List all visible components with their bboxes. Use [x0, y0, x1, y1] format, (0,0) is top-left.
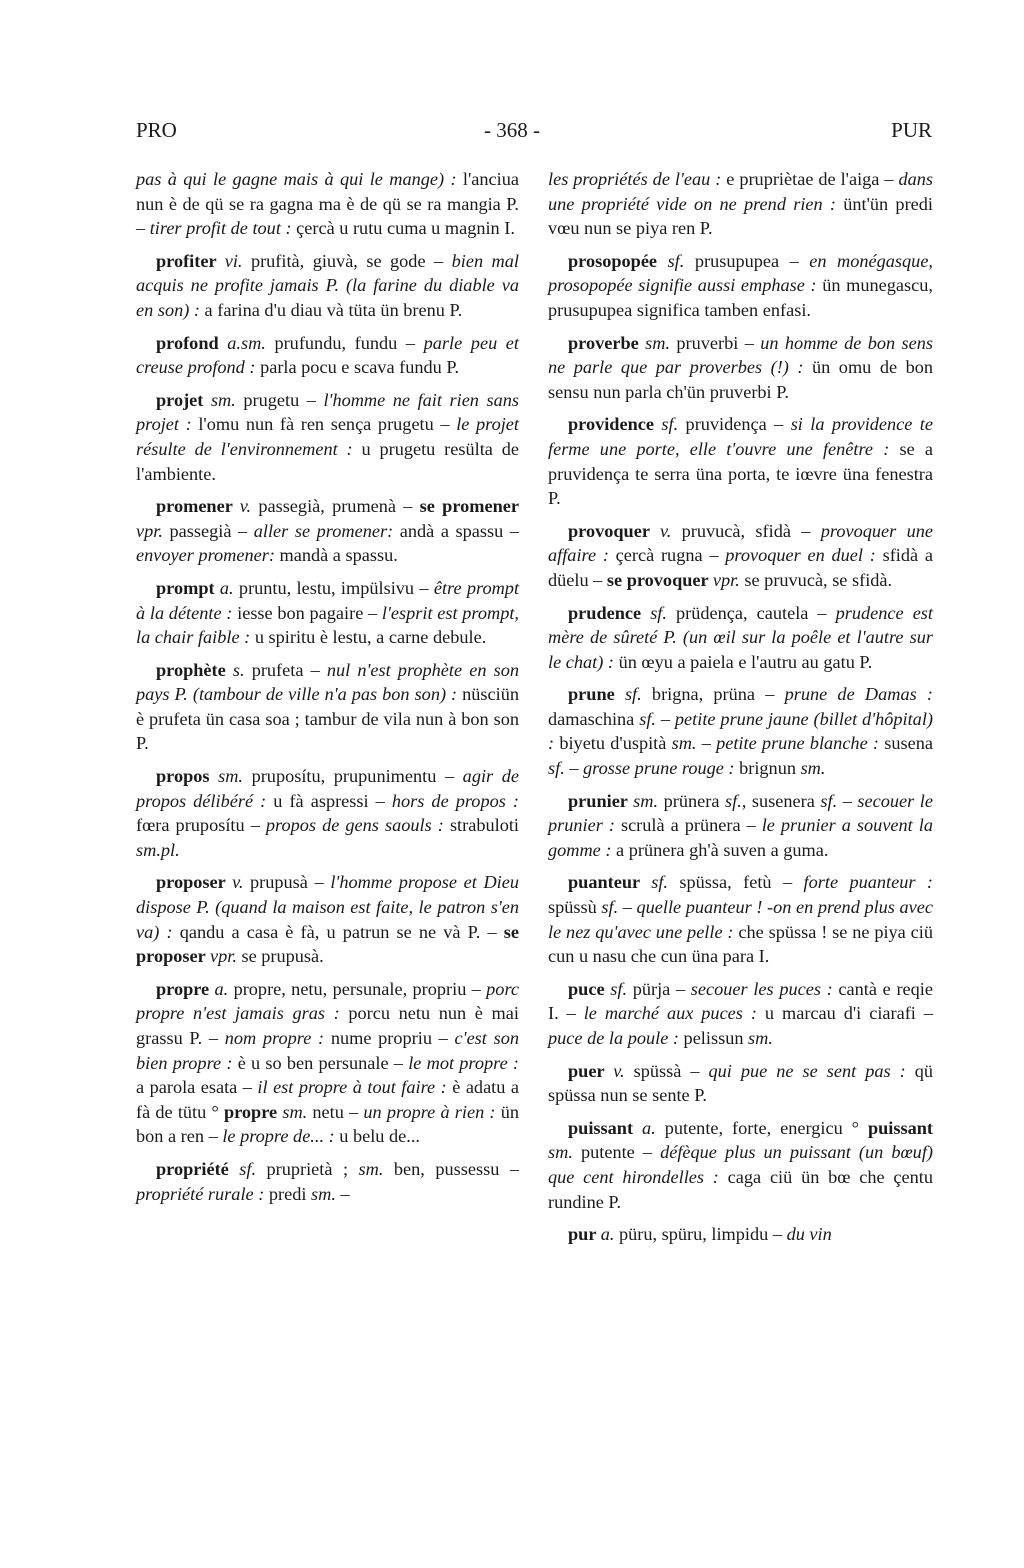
italic-text: un homme de bon sens ne parle que par proverbes (!) : — [548, 332, 934, 378]
italic-text: sf. — [624, 684, 652, 705]
headword: prosopopée — [568, 250, 668, 271]
headword: projet — [156, 389, 211, 410]
italic-text: a. — [600, 1224, 619, 1245]
headword: prophète — [156, 659, 233, 680]
translation-text: prugetu – — [243, 389, 324, 410]
italic-text: v. — [239, 496, 259, 517]
headword: puissant — [867, 1117, 934, 1138]
page-number: - 368 - — [484, 118, 540, 142]
translation-text: netu – — [312, 1101, 364, 1122]
headword: puer — [568, 1060, 614, 1081]
column-left — [136, 167, 519, 1214]
dictionary-entry — [136, 249, 519, 323]
headword: propos — [156, 766, 219, 787]
italic-text: le projet résulte de l'environnement : — [136, 414, 519, 459]
translation-text: a farina d'u diau và tüta ün brenu P. — [204, 299, 463, 320]
translation-text: prufeta – — [251, 659, 327, 680]
italic-text: il est propre à tout faire : — [257, 1077, 453, 1098]
translation-text: pruntu, lestu, impülsivu – — [238, 577, 434, 598]
translation-text: ben, pussessu – — [393, 1158, 519, 1179]
italic-text: v. — [659, 520, 682, 541]
headword: profond — [156, 332, 228, 353]
italic-text: sf. – petite prune jaune (billet d'hôpital) : — [548, 708, 933, 754]
translation-text: pürja – — [632, 978, 691, 999]
headword: se proposer — [136, 921, 519, 967]
italic-text: sm. — [548, 1142, 581, 1163]
translation-text: u belu de... — [339, 1126, 420, 1147]
headword: se provoquer — [606, 569, 713, 590]
translation-text: nume propriu – — [330, 1028, 455, 1048]
translation-text: pelissun — [683, 1028, 749, 1048]
translation-text: a prünera gh'à suven a guma. — [616, 839, 829, 860]
italic-text: sf. — [239, 1158, 267, 1179]
translation-text: prupusà – — [250, 872, 331, 893]
translation-text: fœra pruposítu – — [136, 815, 266, 836]
italic-text: le mot propre : — [408, 1052, 520, 1073]
headword: providence — [568, 414, 662, 435]
translation-text: pruverbi – — [676, 332, 761, 353]
translation-text: brigna, prüna – — [651, 684, 785, 705]
italic-text: les propriétés de l'eau : — [548, 169, 727, 189]
translation-text: püru, spüru, limpidu – — [618, 1224, 787, 1245]
translation-text: – — [340, 1183, 350, 1204]
italic-text: sf. — [610, 978, 633, 999]
italic-text: sf. — [651, 872, 680, 893]
italic-text: vpr. — [136, 520, 170, 541]
italic-text: le propre de... : — [222, 1126, 340, 1147]
dictionary-entry — [548, 682, 933, 780]
italic-text: bien mal acquis ne profite jamais P. (la farine du diable va en son) : — [136, 250, 519, 320]
translation-text: ün œyu a paiela e l'autru au gatu P. — [618, 651, 873, 672]
italic-text: sm. — [800, 758, 826, 779]
running-header — [0, 118, 1024, 148]
italic-text: sf. – secouer le prunier : — [548, 790, 933, 836]
italic-text: sm. — [748, 1028, 773, 1048]
headword: pur — [568, 1224, 601, 1245]
dictionary-entry — [136, 576, 519, 650]
italic-text: l'esprit est prompt, la chair faible : — [136, 602, 519, 648]
translation-text: caga ciü ün bœ che çentu rundine P. — [548, 1166, 934, 1212]
translation-text: putente – — [580, 1142, 661, 1163]
italic-text: puce de la poule : — [548, 1028, 684, 1048]
headword: proverbe — [568, 332, 646, 353]
dictionary-entry — [136, 870, 519, 968]
dictionary-entry — [548, 249, 933, 323]
italic-text: sf. — [661, 414, 686, 435]
translation-text: iesse bon pagaire – — [237, 602, 382, 623]
translation-text: pruvucà, sfidà – — [681, 520, 821, 541]
translation-text: u fà aspressi – — [273, 790, 392, 811]
translation-text: propre, netu, persunale, propriu – — [233, 978, 487, 999]
headword: se promener — [419, 496, 519, 517]
dictionary-entry — [548, 601, 933, 675]
italic-text: sm.pl. — [136, 839, 180, 860]
italic-text: sf., — [725, 790, 752, 811]
italic-text: défèque plus un puissant (un bœuf) que cent hirondelles : — [548, 1142, 933, 1187]
italic-text: nul n'est prophète en son pays P. (tambour de ville n'a pas bon son) : — [136, 659, 520, 705]
dictionary-entry — [548, 977, 933, 1051]
translation-text: u marcau d'i ciarafi – — [764, 1003, 933, 1024]
translation-text: ün bon a ren – — [136, 1101, 519, 1147]
translation-text: spüssa, fetù – — [679, 872, 804, 893]
italic-text: forte puanteur : — [803, 872, 933, 893]
translation-text: prüdença, cautela – — [676, 602, 836, 623]
translation-text: sfidà a düelu – — [548, 545, 933, 590]
italic-text: sm. — [633, 790, 664, 811]
translation-text: scrulà a prünera – — [620, 815, 762, 836]
italic-text: sm. — [311, 1183, 341, 1204]
translation-text: cantà e reqie I. – — [548, 978, 933, 1024]
dictionary-entry — [548, 789, 933, 863]
translation-text: parla pocu e scava fundu P. — [260, 357, 460, 378]
header-guide-word-last: PUR — [891, 118, 932, 142]
dictionary-entry — [548, 412, 933, 510]
dictionary-entry — [136, 764, 519, 862]
translation-text: spüssà – — [633, 1060, 709, 1081]
italic-text: sm. — [282, 1101, 313, 1122]
italic-text: prudence est mère de sûreté P. (un œil sur la poêle et l'autre sur le chat) : — [548, 602, 934, 672]
translation-text: damaschina — [548, 708, 640, 729]
headword: puissant — [568, 1117, 643, 1138]
italic-text: sm. — [210, 389, 244, 410]
dictionary-entry — [136, 658, 519, 756]
italic-text: vpr. — [712, 569, 745, 590]
italic-text: sf. — [650, 602, 677, 623]
italic-text: si la providence te ferme une porte, elle t'ouvre une fenêtre : — [548, 414, 933, 459]
translation-text: l'omu nun fà ren sença prugetu – — [198, 414, 457, 435]
dictionary-entry — [548, 1222, 933, 1247]
translation-text: passegià – — [169, 520, 254, 541]
translation-text: se prupusà. — [241, 946, 324, 967]
italic-text: v. — [232, 872, 251, 893]
italic-text: nom propre : — [224, 1028, 331, 1048]
italic-text: sf. – quelle puanteur ! -on en prend plus avec le nez qu'avec une pelle : — [548, 897, 933, 942]
translation-text: spüssù — [548, 897, 602, 918]
dictionary-entry — [136, 494, 519, 568]
headword: propre — [223, 1101, 283, 1122]
italic-text: parle peu et creuse profond : — [136, 332, 519, 378]
translation-text: e prupriètae de l'aiga – — [726, 169, 899, 189]
translation-text: susena — [884, 733, 933, 754]
translation-text: pruvidença – — [685, 414, 791, 435]
translation-text: pruprietà ; — [266, 1158, 359, 1179]
italic-text: prune de Damas : — [784, 684, 933, 705]
column-right — [548, 167, 933, 1255]
header-guide-word-first: PRO — [136, 118, 177, 142]
headword: provoquer — [568, 520, 660, 541]
italic-text: agir de propos délibéré : — [136, 766, 519, 811]
headword: puce — [568, 978, 611, 999]
translation-text: ün munegascu, prusupupea significa tamben enfasi. — [548, 275, 933, 320]
italic-text: v. — [613, 1060, 634, 1081]
headword: prudence — [568, 602, 651, 623]
italic-text: dans une propriété vide on ne prend rien : — [548, 169, 933, 214]
italic-text: sf. – grosse prune rouge : — [548, 758, 740, 779]
italic-text: a. — [642, 1117, 665, 1138]
italic-text: sm. — [645, 332, 677, 353]
translation-text: andà a spassu – — [399, 520, 519, 541]
dictionary-entry — [136, 977, 519, 1149]
translation-text: porcu netu nun è mai grassu P. – — [136, 1003, 519, 1048]
italic-text: en monégasque, prosopopée signifie aussi emphase : — [548, 250, 933, 296]
translation-text: qandu a casa è fà, u patrun se ne và P. – — [179, 921, 504, 942]
translation-text: prusupupea – — [694, 250, 810, 271]
italic-text: s. — [232, 659, 252, 680]
dictionary-entry — [548, 331, 933, 405]
italic-text: hors de propos : — [391, 790, 519, 811]
translation-text: ünt'ün predi vœu nun se piya ren P. — [548, 193, 933, 239]
italic-text: provoquer en duel : — [725, 545, 883, 566]
translation-text: se a pruvidença te serra üna porta, te iœvre üna fenestra P. — [548, 438, 933, 509]
italic-text: propriété rurale : — [136, 1183, 269, 1204]
headword: puanteur — [568, 872, 652, 893]
headword: prune — [568, 684, 625, 705]
italic-text: c'est son bien propre : — [136, 1028, 519, 1073]
translation-text: çercà u rutu cuma u magnin I. — [296, 218, 515, 239]
headword: profiter — [156, 250, 225, 271]
italic-text: propos de gens saouls : — [265, 815, 450, 836]
translation-text: passegià, prumenà – — [258, 496, 420, 517]
translation-text: mandà a spassu. — [279, 545, 398, 566]
translation-text: prufundu, fundu – — [274, 332, 424, 353]
italic-text: qui pue ne se sent pas : — [708, 1060, 915, 1081]
italic-text: du vin — [786, 1224, 832, 1245]
translation-text: qü spüssa nun se sente P. — [548, 1060, 933, 1106]
italic-text: a. — [219, 577, 239, 598]
translation-text: ün omu de bon sensu nun parla ch'ün pruverbi P. — [548, 357, 934, 402]
italic-text: le prunier a souvent la gomme : — [548, 815, 933, 860]
headword: propre — [156, 978, 215, 999]
headword: prunier — [568, 790, 634, 811]
italic-text: l'homme propose et Dieu dispose P. (quand la maison est faite, le patron s'en va) : — [136, 872, 519, 942]
headword: proposer — [156, 872, 233, 893]
entry-continuation — [548, 167, 933, 241]
headword: propriété — [156, 1158, 240, 1179]
italic-text: porc propre n'est jamais gras : — [136, 978, 519, 1024]
translation-text: biyetu d'uspità — [559, 733, 672, 754]
translation-text: u spiritu è lestu, a carne debule. — [254, 627, 487, 648]
italic-text: tirer profit de tout : — [149, 218, 297, 239]
italic-text: un propre à rien : — [363, 1101, 501, 1122]
italic-text: sm. – petite prune blanche : — [671, 733, 885, 754]
translation-text: è u so ben persunale – — [237, 1052, 409, 1073]
dictionary-entry — [548, 1116, 933, 1214]
italic-text: vi. — [224, 250, 251, 271]
translation-text: putente, forte, energicu ° — [664, 1117, 868, 1138]
translation-text: prufità, giuvà, se gode – — [250, 250, 452, 271]
dictionary-entry — [548, 1059, 933, 1108]
dictionary-entry — [548, 870, 933, 968]
translation-text: brignun — [739, 758, 801, 779]
translation-text: prünera — [663, 790, 725, 811]
translation-text: çercà rugna – — [615, 545, 726, 566]
italic-text: le marché aux puces : — [583, 1003, 765, 1024]
italic-text: aller se promener: — [253, 520, 400, 541]
translation-text: strabuloti — [449, 815, 519, 836]
italic-text: secouer les puces : — [690, 978, 839, 999]
italic-text: sm. — [358, 1158, 394, 1179]
translation-text: è adatu a fà de tütu ° — [136, 1077, 520, 1122]
translation-text: l'anciua nun è de qü se ra gagna ma è de qü se ra mangia P. – — [136, 169, 519, 239]
italic-text: pas à qui le gagne mais à qui le mange) : — [136, 169, 463, 189]
italic-text: a. — [214, 978, 234, 999]
italic-text: a.sm. — [227, 332, 275, 353]
headword: prompt — [156, 577, 220, 598]
translation-text: predi — [268, 1183, 312, 1204]
dictionary-entry — [548, 519, 933, 593]
italic-text: être prompt à la détente : — [136, 577, 520, 623]
italic-text: envoyer promener: — [136, 545, 280, 566]
translation-text: se pruvucà, se sfidà. — [744, 569, 893, 590]
italic-text: sf. — [667, 250, 695, 271]
translation-text: pruposítu, prupunimentu – — [251, 766, 463, 787]
translation-text: u prugetu resülta de l'ambiente. — [136, 438, 519, 484]
translation-text: che spüssa ! se ne piya ciü cun u nasu che cun üna para I. — [548, 921, 933, 967]
italic-text: vpr. — [209, 946, 242, 967]
italic-text: l'homme ne fait rien sans projet : — [136, 389, 520, 435]
entry-continuation — [136, 167, 519, 241]
dictionary-entry — [136, 388, 519, 486]
translation-text: susenera — [751, 790, 821, 811]
headword: promener — [156, 496, 240, 517]
translation-text: a parola esata – — [136, 1077, 258, 1098]
dictionary-entry — [136, 331, 519, 380]
italic-text: sm. — [218, 766, 252, 787]
italic-text: provoquer une affaire : — [548, 520, 933, 566]
dictionary-entry — [136, 1157, 519, 1206]
translation-text: nüsciün è prufeta ün casa soa ; tambur de vila nun à bon son P. — [136, 684, 519, 754]
